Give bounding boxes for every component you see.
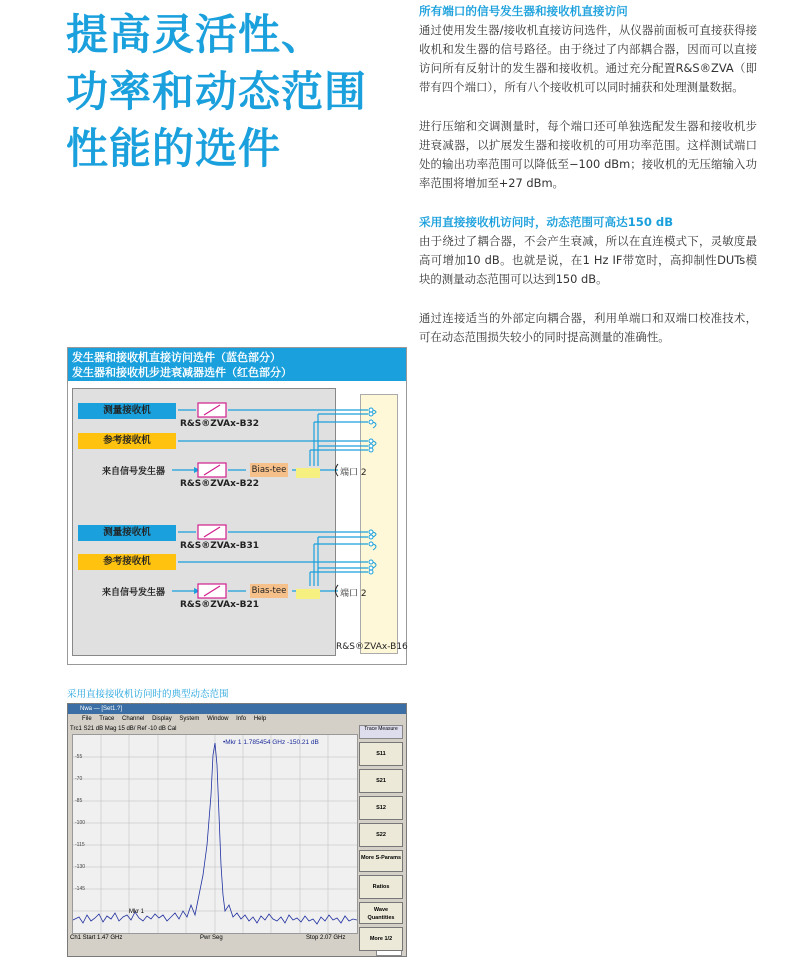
connector-icon — [369, 560, 373, 564]
jumper-icon — [373, 441, 376, 446]
bias-tee-2: Bias-tee — [251, 586, 287, 596]
ref-receiver-2: 参考接收机 — [78, 554, 176, 570]
menu-display[interactable]: Display — [152, 716, 172, 722]
connector-icon — [369, 439, 373, 443]
y-tick: -55 — [75, 754, 83, 760]
connector-icon — [369, 408, 373, 412]
jumper-icon — [373, 532, 376, 537]
meas-receiver-1: 测量接收机 — [78, 403, 176, 419]
jumper-icon — [373, 410, 376, 414]
port-label-2: 端口 2 — [340, 589, 367, 599]
attenuator-label-b31: R&S®ZVAx-B31 — [180, 541, 260, 551]
stop-freq: Stop 2.07 GHz — [306, 935, 346, 941]
softkey-s22[interactable]: S22 — [359, 823, 403, 847]
from-generator-1: 来自信号发生器 — [102, 467, 166, 477]
paragraph-2: 进行压缩和交调测量时，每个端口还可单独选配发生器和接收机步进衰减器，以扩展发生器和接收机的可用功率范围。这样测试端口处的输出功率范围可以降低至−100 dBm；接收机的无压缩输入功率范围将增加至+27 dBm。 — [419, 119, 757, 190]
connector-icon — [369, 542, 373, 546]
connector-icon — [369, 420, 373, 424]
heading-dynamic-range: 采用直接接收机访问时，动态范围可高达150 dB — [419, 215, 674, 229]
menu-help[interactable]: Help — [253, 716, 267, 722]
diagram-wiring — [68, 348, 406, 664]
softkey-panel — [359, 725, 403, 955]
connector-icon — [369, 444, 373, 448]
softkey-more-sparams[interactable]: More S-Params — [359, 850, 403, 872]
title-line-1: 提高灵活性、 — [66, 10, 325, 59]
article-column — [419, 2, 757, 367]
diagram-header-line-2: 发生器和接收机步进衰减器选件（红色部分） — [72, 366, 292, 379]
menu-info[interactable]: Info — [236, 716, 247, 722]
marker-readout: •Mkr 1 1.785454 GHz -150.21 dB — [223, 739, 319, 746]
menu-bar — [68, 715, 406, 724]
trace-info: Trc1 S21 dB Mag 15 dB/ Ref -10 dB Cal — [70, 726, 177, 732]
connector-icon — [369, 530, 373, 534]
connector-icon — [369, 570, 373, 574]
y-tick: -115 — [75, 842, 85, 848]
window-titlebar: Nwa — [Set1.?] — [68, 704, 406, 714]
y-tick: -130 — [75, 864, 86, 870]
softkey-more[interactable]: More 1/2 — [359, 927, 403, 951]
port-label-1: 端口 2 — [340, 468, 367, 478]
paragraph-1: 通过使用发生器/接收机直接访问选件，从仪器前面板可直接获得接收机和发生器的信号路径。由于绕过了内部耦合器，因而可以直接访问所有反射计的发生器和接收机。通过充分配置R&S®ZVA（即带有四个端口），所有八个接收机可以同时捕获和处理测量数据。 — [419, 23, 757, 94]
softkey-ratios[interactable]: Ratios — [359, 875, 403, 899]
diagram-header-line-1: 发生器和接收机直接访问选件（蓝色部分） — [72, 351, 281, 364]
block-diagram — [67, 347, 407, 665]
menu-window[interactable]: Window — [207, 716, 229, 722]
status-bar — [70, 945, 400, 954]
bias-tee-1: Bias-tee — [251, 465, 287, 475]
trace-plot — [72, 734, 358, 934]
paragraph-4: 通过连接适当的外部定向耦合器，利用单端口和双端口校准技术，可在动态范围损失较小的同时提高测量的准确性。 — [419, 311, 757, 344]
y-tick: -145 — [75, 886, 86, 892]
coupler-1 — [296, 468, 320, 478]
title-line-2: 功率和动态范围 — [66, 67, 368, 116]
connector-icon — [369, 412, 373, 416]
start-freq: Ch1 Start 1.47 GHz — [70, 935, 123, 941]
y-tick: -100 — [75, 820, 86, 826]
page-title — [66, 6, 396, 177]
marker-label: Mkr 1 — [129, 909, 144, 915]
meas-receiver-2: 测量接收机 — [78, 525, 176, 541]
softkey-wave-quantities[interactable]: Wave Quantities — [359, 902, 403, 924]
attenuator-label-b22: R&S®ZVAx-B22 — [180, 479, 260, 489]
jumper-icon — [373, 544, 376, 550]
y-tick: -70 — [75, 776, 83, 782]
sweep-footer — [70, 934, 356, 942]
power-segment: Pwr Seg — [200, 935, 223, 941]
menu-trace[interactable]: Trace — [99, 716, 115, 722]
paragraph-3: 由于绕过了耦合器，不会产生衰减，所以在直连模式下，灵敏度最高可增加10 dB。也就是说，在1 Hz IF带宽时，高抑制性DUTs模块的测量动态范围可以达到150 dB。 — [419, 234, 757, 286]
menu-channel[interactable]: Channel — [122, 716, 145, 722]
from-generator-2: 来自信号发生器 — [102, 588, 166, 598]
screenshot-caption: 采用直接接收机访问时的典型动态范围 — [67, 689, 229, 700]
ref-receiver-1: 参考接收机 — [78, 433, 176, 449]
title-line-3: 性能的选件 — [66, 124, 282, 173]
softkey-s21[interactable]: S21 — [359, 769, 403, 793]
menu-system[interactable]: System — [179, 716, 200, 722]
heading-direct-access: 所有端口的信号发生器和接收机直接访问 — [419, 4, 628, 18]
connector-icon — [369, 535, 373, 539]
connector-icon — [369, 566, 373, 570]
jumper-icon — [373, 422, 376, 428]
softkey-header: Trace Measure — [359, 725, 403, 739]
softkey-s12[interactable]: S12 — [359, 796, 403, 820]
attenuator-label-b32: R&S®ZVAx-B32 — [180, 419, 260, 429]
jumper-icon — [373, 562, 376, 568]
attenuator-label-b21: R&S®ZVAx-B21 — [180, 600, 260, 610]
menu-file[interactable]: File — [82, 716, 92, 722]
trace-svg — [73, 735, 357, 933]
connector-icon — [369, 448, 373, 452]
instrument-screenshot — [67, 703, 407, 957]
option-label-b16: R&S®ZVAx-B16 — [336, 642, 408, 652]
coupler-2 — [296, 589, 320, 599]
y-tick: -85 — [75, 798, 83, 804]
softkey-s11[interactable]: S11 — [359, 742, 403, 766]
